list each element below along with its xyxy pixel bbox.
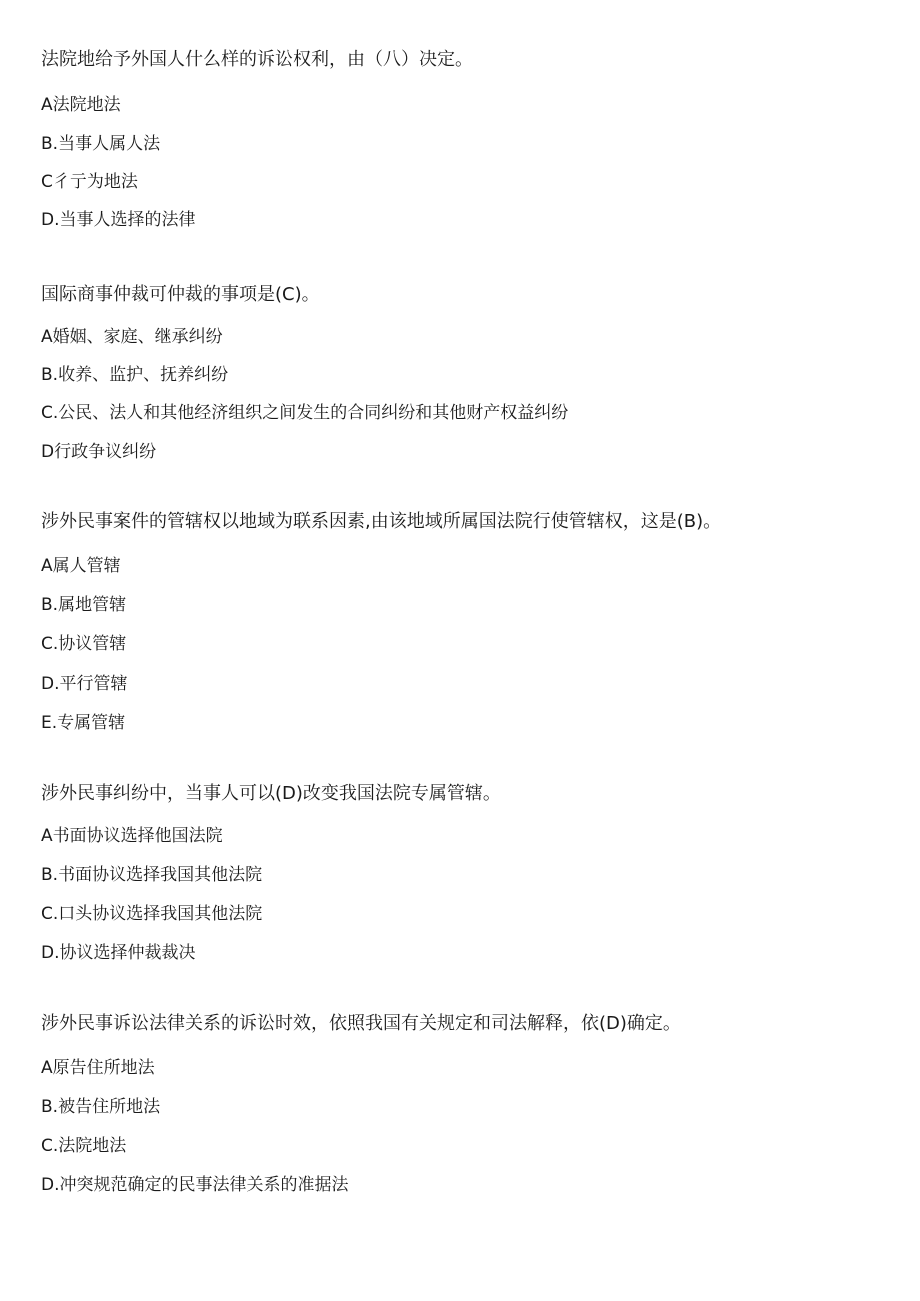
- option-d: D.协议选择仲裁裁决: [41, 943, 196, 963]
- option-c: C.口头协议选择我国其他法院: [41, 904, 263, 924]
- option-c: C彳亍为地法: [41, 172, 138, 192]
- option-d: D.当事人选择的法律: [41, 210, 196, 230]
- option-a: A法院地法: [41, 95, 121, 115]
- option-d: D行政争议纠纷: [41, 442, 157, 462]
- question-4: [41, 782, 901, 965]
- option-d: D.平行管辖: [41, 674, 128, 694]
- question-text: 涉外民事诉讼法律关系的诉讼时效，依照我国有关规定和司法解释，依(D)确定。: [41, 1013, 681, 1034]
- option-a: A书面协议选择他国法院: [41, 826, 223, 846]
- question-text: 法院地给予外国人什么样的诉讼权利，由（八）决定。: [41, 49, 473, 70]
- question-text: 涉外民事纠纷中，当事人可以(D)改变我国法院专属管辖。: [41, 783, 501, 804]
- option-d: D.冲突规范确定的民事法律关系的准据法: [41, 1175, 349, 1195]
- option-b: B.属地管辖: [41, 595, 127, 615]
- question-3: [41, 510, 901, 735]
- option-c: C.协议管辖: [41, 634, 127, 654]
- option-c: C.法院地法: [41, 1136, 127, 1156]
- option-b: B.书面协议选择我国其他法院: [41, 865, 263, 885]
- option-a: A婚姻、家庭、继承纠纷: [41, 327, 223, 347]
- question-2: [41, 283, 901, 464]
- question-text: 国际商事仲裁可仲裁的事项是(C)。: [41, 284, 320, 305]
- option-a: A属人管辖: [41, 556, 121, 576]
- option-b: B.收养、监护、抚养纠纷: [41, 365, 229, 385]
- option-a: A原告住所地法: [41, 1058, 155, 1078]
- option-b: B.当事人属人法: [41, 134, 161, 154]
- question-5: [41, 1012, 901, 1197]
- question-1: [41, 48, 901, 232]
- option-c: C.公民、法人和其他经济组织之间发生的合同纠纷和其他财产权益纠纷: [41, 403, 569, 423]
- option-b: B.被告住所地法: [41, 1097, 161, 1117]
- question-text: 涉外民事案件的管辖权以地域为联系因素,由该地域所属国法院行使管辖权，这是(B)。: [41, 511, 722, 532]
- option-e: E.专属管辖: [41, 713, 126, 733]
